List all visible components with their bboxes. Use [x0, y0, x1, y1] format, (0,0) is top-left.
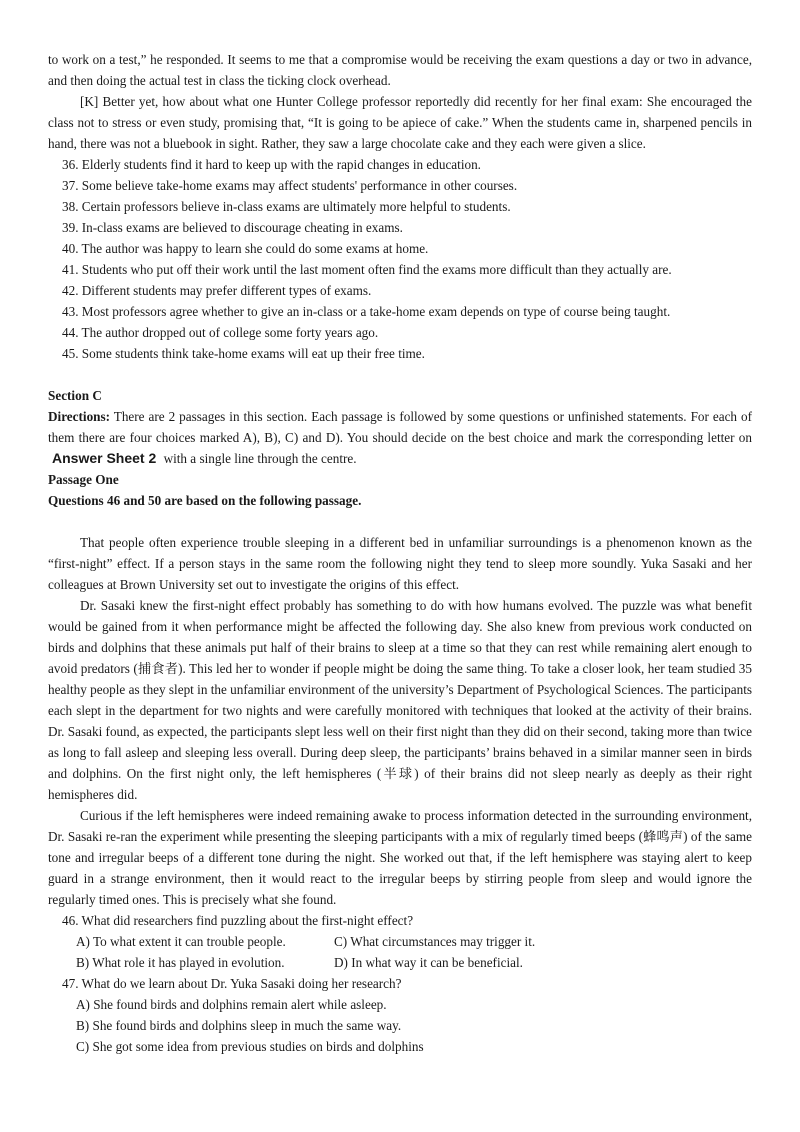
question-46-stem: 46. What did researchers find puzzling about the first-night effect?	[62, 913, 414, 928]
passage-one-paragraph-1: That people often experience trouble sleeping in a different bed in unfamiliar surroundings is a phenomenon known as the “first-night” effect. If a person stays in the same room the following night they tend to sleep more soundly. Yuka Sasaki and her colleagues at Brown University set out to investigate the origins of this effect.	[48, 535, 752, 592]
question-46-options-row-1	[76, 931, 752, 952]
statement-42: 42. Different students may prefer different types of exams.	[62, 283, 372, 298]
statement-36: 36. Elderly students find it hard to keep up with the rapid changes in education.	[62, 157, 481, 172]
statement-44: 44. The author dropped out of college some forty years ago.	[62, 325, 379, 340]
statement-40: 40. The author was happy to learn she could do some exams at home.	[62, 241, 429, 256]
question-47-option-a: A) She found birds and dolphins remain alert while asleep.	[76, 997, 387, 1012]
statement-43: 43. Most professors agree whether to give an in-class or a take-home exam depends on type of course being taught.	[62, 304, 671, 319]
answer-sheet-label: Answer Sheet 2	[52, 450, 157, 466]
passage-one-paragraph-2: Dr. Sasaki knew the first-night effect probably has something to do with how humans evolved. The puzzle was what benefit would be gained from it when performance might be affected the following day. She also knew from previous work conducted on birds and dolphins that these animals put half of their brains to sleep at a time so that they can rest while remaining alert enough to avoid predators (捕食者). This led her to wonder if people might be doing the same thing. To take a closer look, her team studied 35 healthy people as they slept in the unfamiliar environment of the university’s Department of Psychological Sciences. The participants each slept in the department for two nights and were carefully monitored with techniques that looked at the activity of their brains. Dr. Sasaki found, as expected, the participants slept less well on their first night than they did on their second, taking more than twice as long to fall asleep and sleeping less overall. During deep sleep, the participants’ brains behaved in a similar manner seen in birds and dolphins. On the first night only, the left hemispheres (半球) of their brains did not sleep nearly as deeply as their right hemispheres did.	[48, 598, 752, 802]
question-46-option-b: B) What role it has played in evolution.	[76, 955, 285, 970]
directions-text-1: There are 2 passages in this section. Each passage is followed by some questions or unfinished statements. For each of them there are four choices marked A), B), C) and D). You should decide on the best choice and mark the corresponding letter on	[48, 409, 752, 445]
directions-label: Directions:	[48, 409, 111, 424]
statement-45: 45. Some students think take-home exams will eat up their free time.	[62, 346, 425, 361]
statement-41: 41. Students who put off their work until the last moment often find the exams more difficult than they actually are.	[62, 262, 672, 277]
passage-one-paragraph-3: Curious if the left hemispheres were indeed remaining awake to process information detected in the surrounding environment, Dr. Sasaki re-ran the experiment while presenting the sleeping participants with a mix of regularly timed beeps (蜂鸣声) of the same tone and irregular beeps of a different tone during the night. She worked out that, if the left hemisphere was staying alert to keep guard in a strange environment, then it would react to the irregular beeps by stirring people from sleep and would ignore the regularly timed ones. This is precisely what she found.	[48, 808, 752, 907]
question-47	[48, 973, 752, 1057]
question-47-option-b: B) She found birds and dolphins sleep in much the same way.	[76, 1018, 402, 1033]
question-46-option-a: A) To what extent it can trouble people.	[76, 934, 286, 949]
question-47-stem: 47. What do we learn about Dr. Yuka Sasaki doing her research?	[62, 976, 402, 991]
statement-39: 39. In-class exams are believed to discourage cheating in exams.	[62, 220, 403, 235]
directions-text-2: with a single line through the centre.	[160, 451, 357, 466]
statement-38: 38. Certain professors believe in-class exams are ultimately more helpful to students.	[62, 199, 511, 214]
passage-one-title: Passage One	[48, 472, 119, 487]
section-c-title: Section C	[48, 388, 102, 403]
exam-page	[48, 49, 752, 1057]
question-46	[48, 910, 752, 973]
passage-paragraph-k: [K] Better yet, how about what one Hunter College professor reportedly did recently for her final exam: She encouraged the class not to stress or even study, promising that, “It is going to be apiece of cake.” When the students came in, sharpened pencils in hand, there was not a bluebook in sight. Rather, they saw a large chocolate cake and they each were given a slice.	[48, 94, 752, 151]
section-c-directions	[48, 406, 752, 469]
question-46-option-c: C) What circumstances may trigger it.	[334, 934, 536, 949]
passage-continued-paragraph: to work on a test,” he responded. It seems to me that a compromise would be receiving the exam questions a day or two in advance, and then doing the actual test in class the ticking clock overhead.	[48, 52, 752, 88]
question-47-option-c: C) She got some idea from previous studies on birds and dolphins	[76, 1039, 424, 1054]
statement-37: 37. Some believe take-home exams may affect students' performance in other courses.	[62, 178, 518, 193]
matching-statements-list	[48, 154, 752, 364]
questions-heading: Questions 46 and 50 are based on the following passage.	[48, 493, 362, 508]
question-46-options-row-2	[76, 952, 752, 973]
question-46-option-d: D) In what way it can be beneficial.	[334, 955, 523, 970]
